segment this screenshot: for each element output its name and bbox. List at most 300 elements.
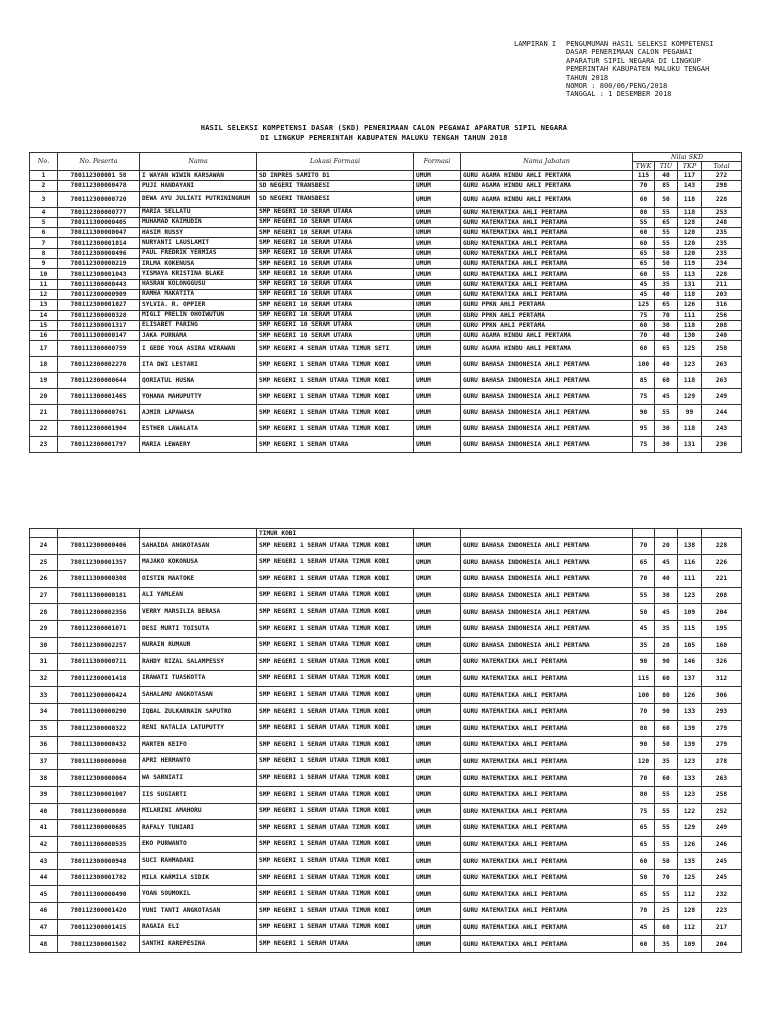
cell-jabatan: GURU MATEMATIKA AHLI PERTAMA	[461, 207, 633, 217]
cell-peserta: 780111300000761	[58, 405, 140, 421]
cell-no: 28	[30, 604, 58, 621]
cell-peserta: 780112300001014	[58, 238, 140, 248]
cell-formasi: UMUM	[414, 279, 461, 289]
cell-nama: YISMAYA KRISTINA BLAKE	[140, 269, 257, 279]
cell-nama: YUNI TANTI ANGKOTASAN	[140, 903, 257, 920]
cell-twk: 70	[633, 181, 655, 191]
cell-formasi: UMUM	[414, 421, 461, 437]
cell-lokasi: SMP NEGERI 1 SERAM UTARA TIMUR KOBI	[257, 903, 414, 920]
lampiran-line: TAHUN 2018	[566, 73, 609, 82]
cell-formasi: UMUM	[414, 654, 461, 671]
cell-tkp: 109	[678, 936, 702, 953]
cell-formasi: UMUM	[414, 620, 461, 637]
table-row	[30, 217, 742, 227]
cell-jabatan: GURU BAHASA INDONESIA AHLI PERTAMA	[461, 538, 633, 555]
cell-no: 48	[30, 936, 58, 953]
cell-twk: 65	[633, 554, 655, 571]
cell-peserta: 780112300001043	[58, 269, 140, 279]
cell-nama: DEWA AYU JULIATI PUTRININGRUM	[140, 191, 257, 207]
cell-nama: ITA DWI LESTARI	[140, 357, 257, 373]
cell-nama: HASIM RUSSY	[140, 228, 257, 238]
table-row	[30, 373, 742, 389]
cell-formasi: UMUM	[414, 687, 461, 704]
cell-nama: RENI NATALIA LATUPUTTY	[140, 720, 257, 737]
cell-twk: 60	[633, 853, 655, 870]
table-row	[30, 538, 742, 555]
cell-no: 38	[30, 770, 58, 787]
cell-lokasi: SMP NEGERI 1 SERAM UTARA TIMUR KOBI	[257, 820, 414, 837]
cell-lokasi: SMP NEGERI 10 SERAM UTARA	[257, 259, 414, 269]
cell-lokasi: SMP NEGERI 1 SERAM UTARA TIMUR KOBI	[257, 703, 414, 720]
cell-total: 208	[702, 587, 742, 604]
cell-total: 204	[702, 604, 742, 621]
cell-tiu: 55	[655, 803, 678, 820]
cell-formasi: UMUM	[414, 248, 461, 258]
cell-nama: MARIA SELLATU	[140, 207, 257, 217]
header-formasi: Formasi	[414, 153, 461, 171]
cell-lokasi: SMP NEGERI 1 SERAM UTARA TIMUR KOBI	[257, 637, 414, 654]
cell-tkp: 111	[678, 310, 702, 320]
cell-jabatan: GURU MATEMATIKA AHLI PERTAMA	[461, 238, 633, 248]
cell-no: 33	[30, 687, 58, 704]
cell-formasi: UMUM	[414, 405, 461, 421]
cell-tiu: 50	[655, 737, 678, 754]
cell-nama: APRI HERMANTO	[140, 753, 257, 770]
cell-lokasi: SMP NEGERI 1 SERAM UTARA TIMUR KOBI	[257, 753, 414, 770]
cell-tiu: 70	[655, 869, 678, 886]
cell-formasi: UMUM	[414, 191, 461, 207]
cell-tkp: 123	[678, 587, 702, 604]
cell-tiu: 70	[655, 310, 678, 320]
cell-tiu: 45	[655, 604, 678, 621]
cell-no: 8	[30, 248, 58, 258]
cell-formasi: UMUM	[414, 836, 461, 853]
cell-formasi: UMUM	[414, 786, 461, 803]
table-row	[30, 238, 742, 248]
results-table-page2	[29, 528, 742, 953]
cell-peserta: 780112300001415	[58, 919, 140, 936]
cell-twk: 55	[633, 587, 655, 604]
cell-lokasi: SMP NEGERI 1 SERAM UTARA TIMUR KOBI	[257, 853, 414, 870]
cell-tkp: 129	[678, 820, 702, 837]
lampiran-block	[514, 40, 754, 99]
cell-no: 12	[30, 289, 58, 299]
cell-tkp: 105	[678, 637, 702, 654]
cell-lokasi: SD NEGERI TRANSBESI	[257, 181, 414, 191]
cell-lokasi: SMP NEGERI 10 SERAM UTARA	[257, 300, 414, 310]
cell-nama: MILARINI AMAHORU	[140, 803, 257, 820]
cell-no: 15	[30, 320, 58, 330]
cell-jabatan: GURU MATEMATIKA AHLI PERTAMA	[461, 670, 633, 687]
cell-twk: 75	[633, 389, 655, 405]
cell-peserta: 780112300002270	[58, 357, 140, 373]
cell-tiu: 65	[655, 217, 678, 227]
cell-nama: QORIATUL HUSNA	[140, 373, 257, 389]
nomor-value: : 800/06/PENG/2018	[591, 82, 668, 91]
cell-formasi: UMUM	[414, 820, 461, 837]
cell-no: 29	[30, 620, 58, 637]
lampiran-line: PEMERINTAH KABUPATEN MALUKU TENGAH	[566, 65, 710, 74]
cell-jabatan: GURU MATEMATIKA AHLI PERTAMA	[461, 820, 633, 837]
cell-jabatan: GURU MATEMATIKA AHLI PERTAMA	[461, 936, 633, 953]
cell-peserta: 780112300000909	[58, 289, 140, 299]
cell-nama: ALI YAMLEAN	[140, 587, 257, 604]
cell-tiu: 30	[655, 587, 678, 604]
cell-lokasi: SMP NEGERI 10 SERAM UTARA	[257, 331, 414, 341]
cell-tiu: 55	[655, 836, 678, 853]
header-jabatan: Nama Jabatan	[461, 153, 633, 171]
cell-no: 30	[30, 637, 58, 654]
cell-formasi: UMUM	[414, 181, 461, 191]
cell-tkp: 111	[678, 571, 702, 588]
cell-lokasi: SMP NEGERI 1 SERAM UTARA TIMUR KOBI	[257, 886, 414, 903]
cell-tkp: 118	[678, 421, 702, 437]
cell-nama: WA SARNIATI	[140, 770, 257, 787]
cell-no: 45	[30, 886, 58, 903]
table-row	[30, 421, 742, 437]
cell-total: 252	[702, 803, 742, 820]
cell-no: 3	[30, 191, 58, 207]
cell-lokasi: SMP NEGERI 10 SERAM UTARA	[257, 289, 414, 299]
cell-jabatan: GURU MATEMATIKA AHLI PERTAMA	[461, 703, 633, 720]
cell-tiu: 55	[655, 228, 678, 238]
cell-tkp: 118	[678, 320, 702, 330]
cell-jabatan: GURU MATEMATIKA AHLI PERTAMA	[461, 803, 633, 820]
cell-jabatan: GURU MATEMATIKA AHLI PERTAMA	[461, 886, 633, 903]
cell-peserta: 780112300001797	[58, 437, 140, 453]
cell-lokasi: SMP NEGERI 1 SERAM UTARA TIMUR KOBI	[257, 620, 414, 637]
cell-lokasi: SMP NEGERI 10 SERAM UTARA	[257, 228, 414, 238]
cell-nama: RAGAIA ELI	[140, 919, 257, 936]
cell-nama: PUJI HANDAYANI	[140, 181, 257, 191]
cell-no: 42	[30, 836, 58, 853]
cell-nama: NURYANTI LAUSLAMIT	[140, 238, 257, 248]
cell-tkp: 119	[678, 259, 702, 269]
cell-tiu: 65	[655, 341, 678, 357]
table-row	[30, 587, 742, 604]
cell-formasi: UMUM	[414, 936, 461, 953]
cell-twk: 50	[633, 869, 655, 886]
table-row	[30, 687, 742, 704]
cell-jabatan: GURU BAHASA INDONESIA AHLI PERTAMA	[461, 587, 633, 604]
table-row	[30, 820, 742, 837]
cell-tiu: 60	[655, 919, 678, 936]
table-row	[30, 770, 742, 787]
cell-no: 22	[30, 421, 58, 437]
cell-no: 35	[30, 720, 58, 737]
cell-lokasi: SMP NEGERI 1 SERAM UTARA TIMUR KOBI	[257, 687, 414, 704]
table-row	[30, 803, 742, 820]
cell-tkp: 146	[678, 654, 702, 671]
table-row	[30, 171, 742, 181]
table-row	[30, 331, 742, 341]
cell-tiu: 85	[655, 181, 678, 191]
cell-nama: IQBAL ZULKARNAIN SAPUTRO	[140, 703, 257, 720]
cell-nama: SYLVIA. R. OPPIER	[140, 300, 257, 310]
cell-total: 232	[702, 886, 742, 903]
cell-lokasi: SMP NEGERI 1 SERAM UTARA TIMUR KOBI	[257, 405, 414, 421]
cell-tkp: 118	[678, 373, 702, 389]
cell-nama: DESI MURTI TOISUTA	[140, 620, 257, 637]
cell-nama: SUCI RAHMADANI	[140, 853, 257, 870]
cell-tkp: 120	[678, 238, 702, 248]
cell-total: 326	[702, 654, 742, 671]
cell-tkp: 112	[678, 919, 702, 936]
cell-peserta: 780112300001418	[58, 670, 140, 687]
cell-peserta: 780112300000496	[58, 248, 140, 258]
cell-formasi: UMUM	[414, 171, 461, 181]
cell-peserta: 780111300001465	[58, 389, 140, 405]
cell-tiu: 40	[655, 289, 678, 299]
cell-no: 1	[30, 171, 58, 181]
cell-twk: 70	[633, 331, 655, 341]
cell-total: 316	[702, 300, 742, 310]
cell-formasi: UMUM	[414, 919, 461, 936]
cell-formasi: UMUM	[414, 207, 461, 217]
cell-tiu: 65	[655, 300, 678, 310]
cell-jabatan: GURU MATEMATIKA AHLI PERTAMA	[461, 853, 633, 870]
cell-no: 6	[30, 228, 58, 238]
cell-nama: MARTEN KEIFO	[140, 737, 257, 754]
cell-nama: IRAWATI TUASKOTTA	[140, 670, 257, 687]
cell-lokasi: SMP NEGERI 1 SERAM UTARA TIMUR KOBI	[257, 373, 414, 389]
cell-jabatan: GURU BAHASA INDONESIA AHLI PERTAMA	[461, 637, 633, 654]
cell-nama: HASRAN KOLONGGUSU	[140, 279, 257, 289]
cell-peserta: 780111300000490	[58, 886, 140, 903]
cell-jabatan: GURU PPKN AHLI PERTAMA	[461, 300, 633, 310]
cell-tiu: 55	[655, 405, 678, 421]
cell-jabatan: GURU AGAMA HINDU AHLI PERTAMA	[461, 331, 633, 341]
cell-nama: I WAYAN WIWIN KARSAWAN	[140, 171, 257, 181]
cell-no: 23	[30, 437, 58, 453]
cell-nama: SAHAIDA ANGKOTASAN	[140, 538, 257, 555]
cell-no: 44	[30, 869, 58, 886]
cell-tkp: 117	[678, 171, 702, 181]
cell-peserta: 780111300000432	[58, 737, 140, 754]
table-row	[30, 357, 742, 373]
cell-no: 2	[30, 181, 58, 191]
cell-nama: JAKA PURNAMA	[140, 331, 257, 341]
cell-jabatan: GURU AGAMA HINDU AHLI PERTAMA	[461, 171, 633, 181]
cell-formasi: UMUM	[414, 903, 461, 920]
header-peserta: No. Peserta	[58, 153, 140, 171]
cell-total: 293	[702, 703, 742, 720]
cell-lokasi: SD INPRES SAMITO D1	[257, 171, 414, 181]
cell-peserta: 780112300001420	[58, 903, 140, 920]
cell-total: 211	[702, 279, 742, 289]
cell-twk: 45	[633, 620, 655, 637]
cell-twk: 80	[633, 786, 655, 803]
cell-total: 236	[702, 437, 742, 453]
cell-peserta: 780112300002356	[58, 604, 140, 621]
cell-jabatan: GURU MATEMATIKA AHLI PERTAMA	[461, 786, 633, 803]
cell-peserta: 780112300000080	[58, 803, 140, 820]
cell-jabatan: GURU MATEMATIKA AHLI PERTAMA	[461, 217, 633, 227]
cell-formasi: UMUM	[414, 587, 461, 604]
cell-tkp: 135	[678, 853, 702, 870]
table-row	[30, 886, 742, 903]
cell-no: 20	[30, 389, 58, 405]
cell-tiu: 45	[655, 389, 678, 405]
cell-twk: 75	[633, 803, 655, 820]
cell-tkp: 112	[678, 886, 702, 903]
cell-total: 223	[702, 903, 742, 920]
cell-tiu: 35	[655, 279, 678, 289]
cell-total: 249	[702, 820, 742, 837]
cell-twk: 70	[633, 703, 655, 720]
cell-twk: 70	[633, 770, 655, 787]
cell-tiu: 40	[655, 357, 678, 373]
results-table-page1	[29, 152, 742, 453]
table-row	[30, 670, 742, 687]
table-row	[30, 554, 742, 571]
cell-total: 160	[702, 637, 742, 654]
cell-total: 208	[702, 320, 742, 330]
cell-no: 47	[30, 919, 58, 936]
cell-tkp: 126	[678, 300, 702, 310]
cell-tiu: 35	[655, 753, 678, 770]
table-row	[30, 341, 742, 357]
cell-tkp: 129	[678, 389, 702, 405]
cell-peserta: 780112300001357	[58, 554, 140, 571]
cell-peserta: 780111300000060	[58, 753, 140, 770]
cell-lokasi: SMP NEGERI 1 SERAM UTARA TIMUR KOBI	[257, 654, 414, 671]
cell-tiu: 90	[655, 654, 678, 671]
cell-twk: 60	[633, 936, 655, 953]
cell-peserta: 780111300000711	[58, 654, 140, 671]
lampiran-label: LAMPIRAN I	[514, 40, 557, 48]
cell-formasi: UMUM	[414, 637, 461, 654]
cell-twk: 45	[633, 289, 655, 299]
table-row	[30, 836, 742, 853]
cell-formasi: UMUM	[414, 310, 461, 320]
cell-total: 249	[702, 389, 742, 405]
cell-twk: 85	[633, 373, 655, 389]
cell-jabatan: GURU MATEMATIKA AHLI PERTAMA	[461, 289, 633, 299]
cell-formasi: UMUM	[414, 803, 461, 820]
cell-nama: I GEDE YOGA ASIRA WIRAWAN	[140, 341, 257, 357]
cell-tkp: 131	[678, 279, 702, 289]
cell-peserta: 780112300000328	[58, 310, 140, 320]
cell-jabatan: GURU MATEMATIKA AHLI PERTAMA	[461, 720, 633, 737]
cell-jabatan: GURU BAHASA INDONESIA AHLI PERTAMA	[461, 604, 633, 621]
cell-tkp: 113	[678, 269, 702, 279]
cell-peserta: 780111300000535	[58, 836, 140, 853]
cell-peserta: 780112300000948	[58, 853, 140, 870]
cell-nama: OISTIN MAATOKE	[140, 571, 257, 588]
cell-lokasi: SMP NEGERI 4 SERAM UTARA TIMUR SETI	[257, 341, 414, 357]
table-row	[30, 310, 742, 320]
cell-jabatan: GURU AGAMA HINDU AHLI PERTAMA	[461, 341, 633, 357]
cell-tiu: 20	[655, 538, 678, 555]
cell-no: 5	[30, 217, 58, 227]
cell-lokasi: SMP NEGERI 10 SERAM UTARA	[257, 310, 414, 320]
cell-no: 41	[30, 820, 58, 837]
cell-nama: ESTHER LAWALATA	[140, 421, 257, 437]
cell-nama: SAHALAMU ANGKOTASAN	[140, 687, 257, 704]
cell-tkp: 138	[678, 538, 702, 555]
cell-lokasi: SMP NEGERI 1 SERAM UTARA TIMUR KOBI	[257, 389, 414, 405]
cell-peserta: 780112300000322	[58, 720, 140, 737]
cell-jabatan: GURU MATEMATIKA AHLI PERTAMA	[461, 770, 633, 787]
cell-peserta: 780112300001317	[58, 320, 140, 330]
cell-tiu: 55	[655, 886, 678, 903]
cell-no: 40	[30, 803, 58, 820]
cell-tkp: 123	[678, 786, 702, 803]
cell-total: 278	[702, 753, 742, 770]
cell-total: 306	[702, 687, 742, 704]
cell-jabatan: GURU MATEMATIKA AHLI PERTAMA	[461, 836, 633, 853]
cell-formasi: UMUM	[414, 670, 461, 687]
cell-formasi: UMUM	[414, 737, 461, 754]
table-row	[30, 903, 742, 920]
cell-twk: 45	[633, 279, 655, 289]
cell-formasi: UMUM	[414, 538, 461, 555]
table-row	[30, 207, 742, 217]
header-tkp: TKP	[678, 162, 702, 171]
cell-twk: 35	[633, 637, 655, 654]
cell-tkp: 133	[678, 770, 702, 787]
cell-total: 226	[702, 554, 742, 571]
cell-nama: EKO PURWANTO	[140, 836, 257, 853]
cell-formasi: UMUM	[414, 869, 461, 886]
table-row	[30, 389, 742, 405]
cell-twk: 60	[633, 191, 655, 207]
cell-tiu: 25	[655, 903, 678, 920]
cell-no: 37	[30, 753, 58, 770]
cell-jabatan: GURU PPKN AHLI PERTAMA	[461, 310, 633, 320]
cell-total: 235	[702, 238, 742, 248]
cell-nama: MILA KARMILA SIDIK	[140, 869, 257, 886]
cell-lokasi: SMP NEGERI 10 SERAM UTARA	[257, 238, 414, 248]
cell-twk: 100	[633, 357, 655, 373]
cell-twk: 60	[633, 320, 655, 330]
table-row	[30, 300, 742, 310]
cell-no: 26	[30, 571, 58, 588]
tanggal-label: TANGGAL	[566, 90, 596, 99]
cell-twk: 100	[633, 687, 655, 704]
cell-twk: 50	[633, 604, 655, 621]
cell-formasi: UMUM	[414, 357, 461, 373]
cell-lokasi: SMP NEGERI 10 SERAM UTARA	[257, 269, 414, 279]
cell-tkp: 109	[678, 604, 702, 621]
cell-jabatan: GURU BAHASA INDONESIA AHLI PERTAMA	[461, 357, 633, 373]
cell-twk: 125	[633, 300, 655, 310]
cell-no: 18	[30, 357, 58, 373]
cell-peserta: 780112300000064	[58, 770, 140, 787]
cell-tiu: 35	[655, 936, 678, 953]
cell-no: 19	[30, 373, 58, 389]
table-row	[30, 269, 742, 279]
cell-lokasi: SMP NEGERI 10 SERAM UTARA	[257, 279, 414, 289]
cell-no: 46	[30, 903, 58, 920]
cell-twk: 60	[633, 238, 655, 248]
cell-formasi: UMUM	[414, 217, 461, 227]
cell-no: 21	[30, 405, 58, 421]
cell-nama: ELISABET PARING	[140, 320, 257, 330]
cell-tiu: 35	[655, 620, 678, 637]
table-row	[30, 919, 742, 936]
cell-tiu: 60	[655, 373, 678, 389]
document-title-line1: HASIL SELEKSI KOMPETENSI DASAR (SKD) PENERIMAAN CALON PEGAWAI APARATUR SIPIL NEGARA	[200, 124, 568, 132]
cell-lokasi: SMP NEGERI 1 SERAM UTARA TIMUR KOBI	[257, 587, 414, 604]
cell-nama: MUHAMAD KAIMUDIN	[140, 217, 257, 227]
header-no: No.	[30, 153, 58, 171]
cell-total: 243	[702, 421, 742, 437]
cell-jabatan: GURU MATEMATIKA AHLI PERTAMA	[461, 869, 633, 886]
cell-nama: RAMHA MAKATITA	[140, 289, 257, 299]
cell-formasi: UMUM	[414, 341, 461, 357]
